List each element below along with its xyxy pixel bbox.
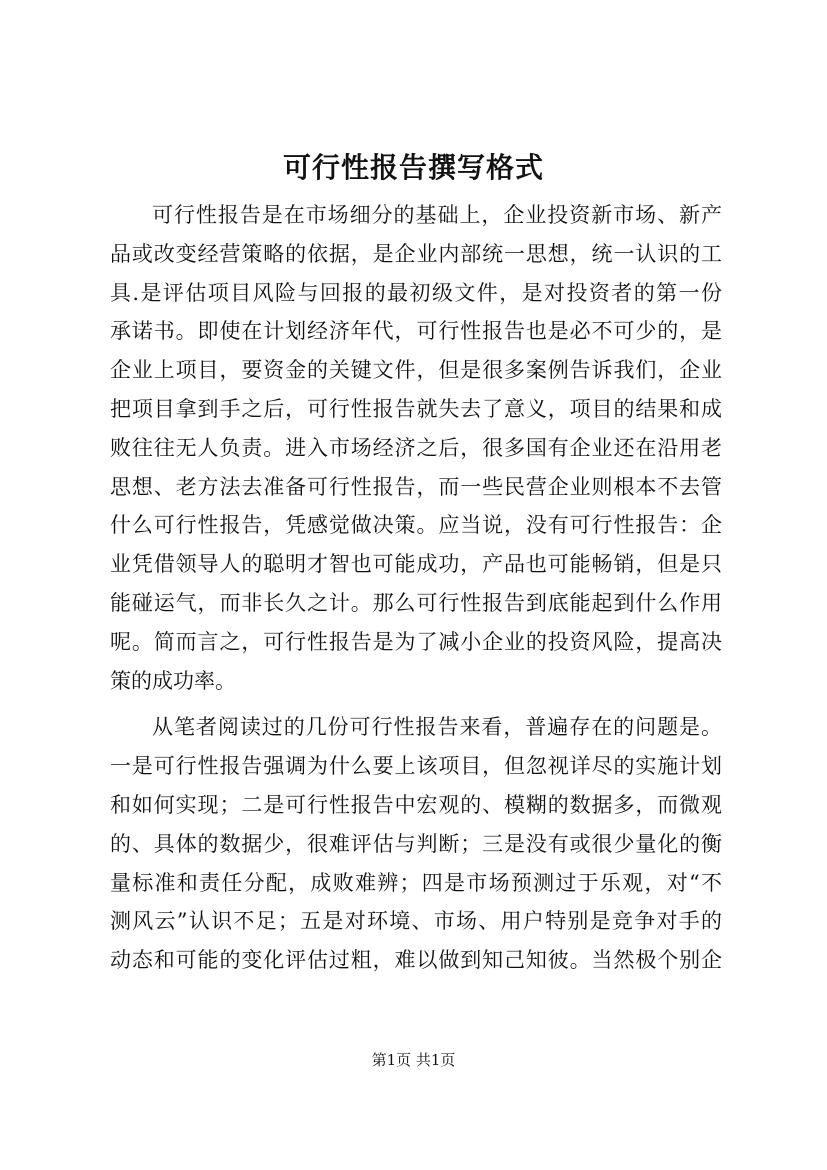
paragraph-line: 具.是评估项目风险与回报的最初级文件，是对投资者的第一份 — [110, 280, 722, 305]
paragraph-line: 思想、老方法去准备可行性报告，而一些民营企业则根本不去管 — [110, 474, 722, 499]
paragraph-line: 品或改变经营策略的依据，是企业内部统一思想，统一认识的工 — [110, 241, 722, 266]
paragraph-line: 动态和可能的变化评估过粗，难以做到知己知彼。当然极个别企 — [110, 948, 722, 973]
paragraph-line: 什么可行性报告，凭感觉做决策。应当说，没有可行性报告：企 — [110, 513, 722, 538]
paragraph-line: 和如何实现；二是可行性报告中宏观的、模糊的数据多，而微观 — [110, 792, 722, 817]
paragraph-line: 把项目拿到手之后，可行性报告就失去了意义，项目的结果和成 — [110, 396, 722, 421]
paragraph-line: 业凭借领导人的聪明才智也可能成功，产品也可能畅销，但是只 — [110, 552, 722, 577]
paragraph-2 — [110, 708, 722, 980]
paragraph-line: 能碰运气，而非长久之计。那么可行性报告到底能起到什么作用 — [110, 590, 722, 615]
paragraph-line: 的、具体的数据少，很难评估与判断；三是没有或很少量化的衡 — [110, 831, 722, 856]
paragraph-line: 呢。简而言之，可行性报告是为了减小企业的投资风险，提高决 — [110, 629, 722, 654]
paragraph-line: 可行性报告是在市场细分的基础上，企业投资新市场、新产 — [152, 203, 722, 227]
document-body — [110, 196, 722, 980]
paragraph-line: 一是可行性报告强调为什么要上该项目，但忽视详尽的实施计划 — [110, 754, 722, 779]
paragraph-line: 测风云”认识不足；五是对环境、市场、用户特别是竞争对手的 — [110, 909, 722, 934]
document-title: 可行性报告撰写格式 — [282, 151, 544, 184]
paragraph-gap — [110, 700, 722, 708]
paragraph-line: 从笔者阅读过的几份可行性报告来看，普遍存在的问题是。 — [152, 715, 722, 740]
page-footer: 第1页 共1页 — [371, 1051, 456, 1069]
paragraph-line: 承诺书。即使在计划经济年代，可行性报告也是必不可少的，是 — [110, 319, 722, 344]
paragraph-1 — [110, 196, 722, 700]
paragraph-line: 策的成功率。 — [110, 668, 236, 693]
paragraph-line: 量标准和责任分配，成败难辨；四是市场预测过于乐观，对“不 — [110, 870, 722, 895]
paragraph-line: 败往往无人负责。进入市场经济之后，很多国有企业还在沿用老 — [110, 435, 722, 460]
paragraph-line: 企业上项目，要资金的关键文件，但是很多案例告诉我们，企业 — [110, 358, 722, 383]
